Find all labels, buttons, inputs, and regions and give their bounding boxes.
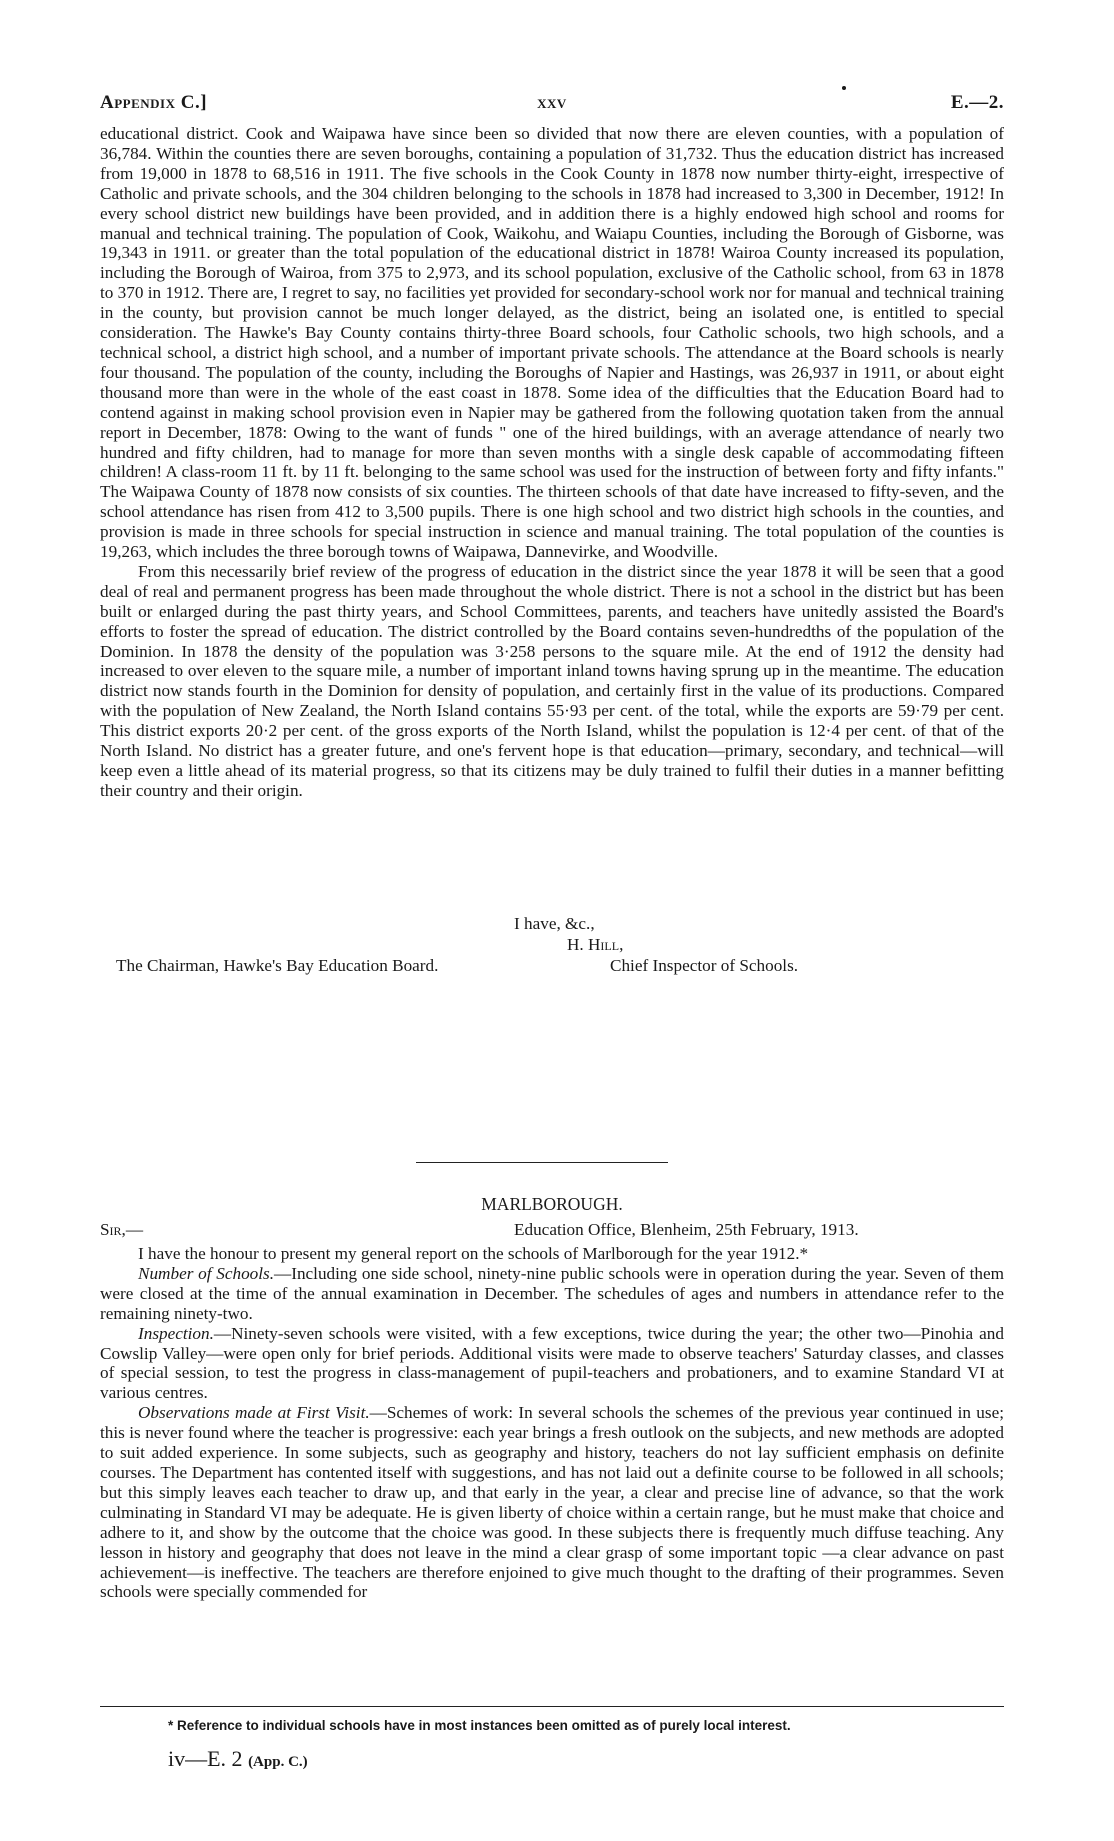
observations-text: —Schemes of work: In several schools the schemes of the previous year continued in use; this is never found where the teacher is progressive: each year brings a fresh outlook on the subjects, and new methods are adopted to suit added experience. In some subjects, such as geography and history, teachers do not lay sufficient emphasis on definite courses. The Department has contented itself with suggestions, and has not laid out a definite course to be followed in all schools; but this simply leaves each teacher to draw up, and that early in the year, a clear and precise line of advance, so that the work culminating in Standard VI may be adequate. He is given liberty of choice within a certain range, but he must make that choice and adhere to it, and show by the outcome that the choice was good. In these subjects there is frequently much diffuse teaching. Any lesson in history and geography that does not leave in the mind a clear grasp of some important topic —a clear advance on past achievement—is ineffective. The teachers are therefore enjoined to give much thought to the drafting of their programmes. Seven schools were specially commended for	[100, 1403, 1004, 1602]
inspection-paragraph	[100, 1324, 1004, 1404]
section-divider	[416, 1162, 668, 1163]
signature-mark-main: iv—E. 2	[168, 1746, 243, 1771]
salutation-row	[100, 1220, 1004, 1242]
observations-paragraph	[100, 1403, 1004, 1602]
signature-block	[100, 914, 1004, 982]
marlborough-report-body	[100, 1244, 1004, 1602]
dateline: Education Office, Blenheim, 25th February, 1913.	[514, 1220, 859, 1239]
header-page-number: xxv	[537, 92, 567, 113]
inspection-text: —Ninety-seven schools were visited, with a few exceptions, twice during the year; the other two—Pinohia and Cowslip Valley—were open only for brief periods. Additional visits were made to observe teachers' Saturday classes, and classes of special session, to test the progress in class-management of pupil-teachers and probationers, and to examine Standard VI at various centres.	[100, 1323, 1004, 1403]
number-of-schools-paragraph	[100, 1264, 1004, 1324]
hawkes-bay-report-body	[100, 124, 1004, 801]
signatory-name: H. Hill,	[567, 935, 624, 954]
paragraph-district-growth: educational district. Cook and Waipawa have since been so divided that now there are eleven counties, with a population of 36,784. Within the counties there are seven boroughs, containing a population of 31,732. Thus the education district has increased from 19,000 in 1878 to 68,516 in 1911. The five schools in the Cook County in 1878 now number thirty-eight, irrespective of Catholic and private schools, and the 304 children belonging to the schools in 1878 had increased to 3,300 in December, 1912! In every school district new buildings have been provided, and in addition there is a highly endowed high school and rooms for manual and technical training. The population of Cook, Waikohu, and Waiapu Counties, including the Borough of Gisborne, was 19,343 in 1911. or greater than the total population of the educational district in 1878! Wairoa County increased its population, including the Borough of Wairoa, from 375 to 2,973, and its school population, exclusive of the Catholic school, from 63 in 1878 to 370 in 1912. There are, I regret to say, no facilities yet provided for secondary-school work nor for manual and technical training in the county, but provision cannot be much longer delayed, as the district, being an isolated one, is entitled to special consideration. The Hawke's Bay County contains thirty-three Board schools, four Catholic schools, two high schools, and a technical school, a district high school, and a number of important private schools. The attendance at the Board schools is nearly four thousand. The population of the county, including the Boroughs of Napier and Hastings, was 26,937 in 1911, or about eight thousand more than were in the whole of the east coast in 1878. Some idea of the difficulties that the Education Board had to contend against in making school provision even in Napier may be gathered from the following quotation taken from the annual report in December, 1878: Owing to the want of funds " one of the hired buildings, with an average attendance of nearly two hundred and fifty children, had to manage for more than seven months with a single desk capable of accommodating fifteen children! A class-room 11 ft. by 11 ft. belonging to the same school was used for the instruction of between forty and fifty infants." The Waipawa County of 1878 now consists of six counties. The thirteen schools of that date have increased to fifty-seven, and the school attendance has risen from 412 to 3,500 pupils. There is one high school and two district high schools in the counties, and provision is made in three schools for special instruction in science and manual training. The total population of the counties is 19,263, which includes the three borough towns of Waipawa, Dannevirke, and Woodville.	[100, 124, 1004, 562]
signature-mark-appendix: (App. C.)	[248, 1754, 308, 1770]
header-paper-code: E.—2.	[950, 92, 1004, 113]
number-of-schools-heading: Number of Schools.	[138, 1263, 275, 1283]
observations-heading: Observations made at First Visit.	[138, 1403, 370, 1423]
inspection-heading: Inspection.	[138, 1323, 214, 1343]
number-of-schools-text: —Including one side school, ninety-nine public schools were in operation during the year. Seven of them were closed at the time of the annual examination in December. The schedules of ages and numbers in attendance refer to the remaining ninety-two.	[100, 1263, 1005, 1323]
marlborough-heading: MARLBOROUGH.	[481, 1194, 623, 1214]
print-speck	[842, 86, 846, 90]
header-appendix: Appendix C.]	[100, 92, 208, 113]
footnote-rule	[100, 1706, 1004, 1707]
running-header	[100, 92, 1004, 118]
footnote: * Reference to individual schools have in most instances been omitted as of purely local interest.	[168, 1718, 791, 1733]
intro-paragraph: I have the honour to present my general report on the schools of Marlborough for the year 1912.*	[138, 1244, 809, 1263]
closing-line: I have, &c.,	[514, 914, 595, 933]
printer-signature-mark	[168, 1746, 308, 1772]
signatory-title: Chief Inspector of Schools.	[610, 956, 799, 975]
paragraph-progress-review: From this necessarily brief review of the progress of education in the district since the year 1878 it will be seen that a good deal of real and permanent progress has been made throughout the whole district. There is not a school in the district but has been built or enlarged during the past thirty years, and School Committees, parents, and teachers have unitedly assisted the Board's efforts to foster the spread of education. The district controlled by the Board contains seven-hundredths of the population of the Dominion. In 1878 the density of the population was 3·258 persons to the square mile. At the end of 1912 the density had increased to over eleven to the square mile, a number of important inland towns having sprung up in the meantime. The education district now stands fourth in the Dominion for density of population, and certainly first in the value of its productions. Compared with the population of New Zealand, the North Island contains 55·93 per cent. of the total, while the exports are 59·79 per cent. This district exports 20·2 per cent. of the gross exports of the North Island, whilst the population is 12·4 per cent. of that of the North Island. No district has a greater future, and one's fervent hope is that education—primary, secondary, and technical—will keep even a little ahead of its material progress, so that its citizens may be duly trained to fulfil their duties in a manner befitting their country and their origin.	[100, 561, 1004, 800]
addressee-line: The Chairman, Hawke's Bay Education Board.	[116, 956, 439, 975]
salutation: Sir,—	[100, 1220, 144, 1239]
